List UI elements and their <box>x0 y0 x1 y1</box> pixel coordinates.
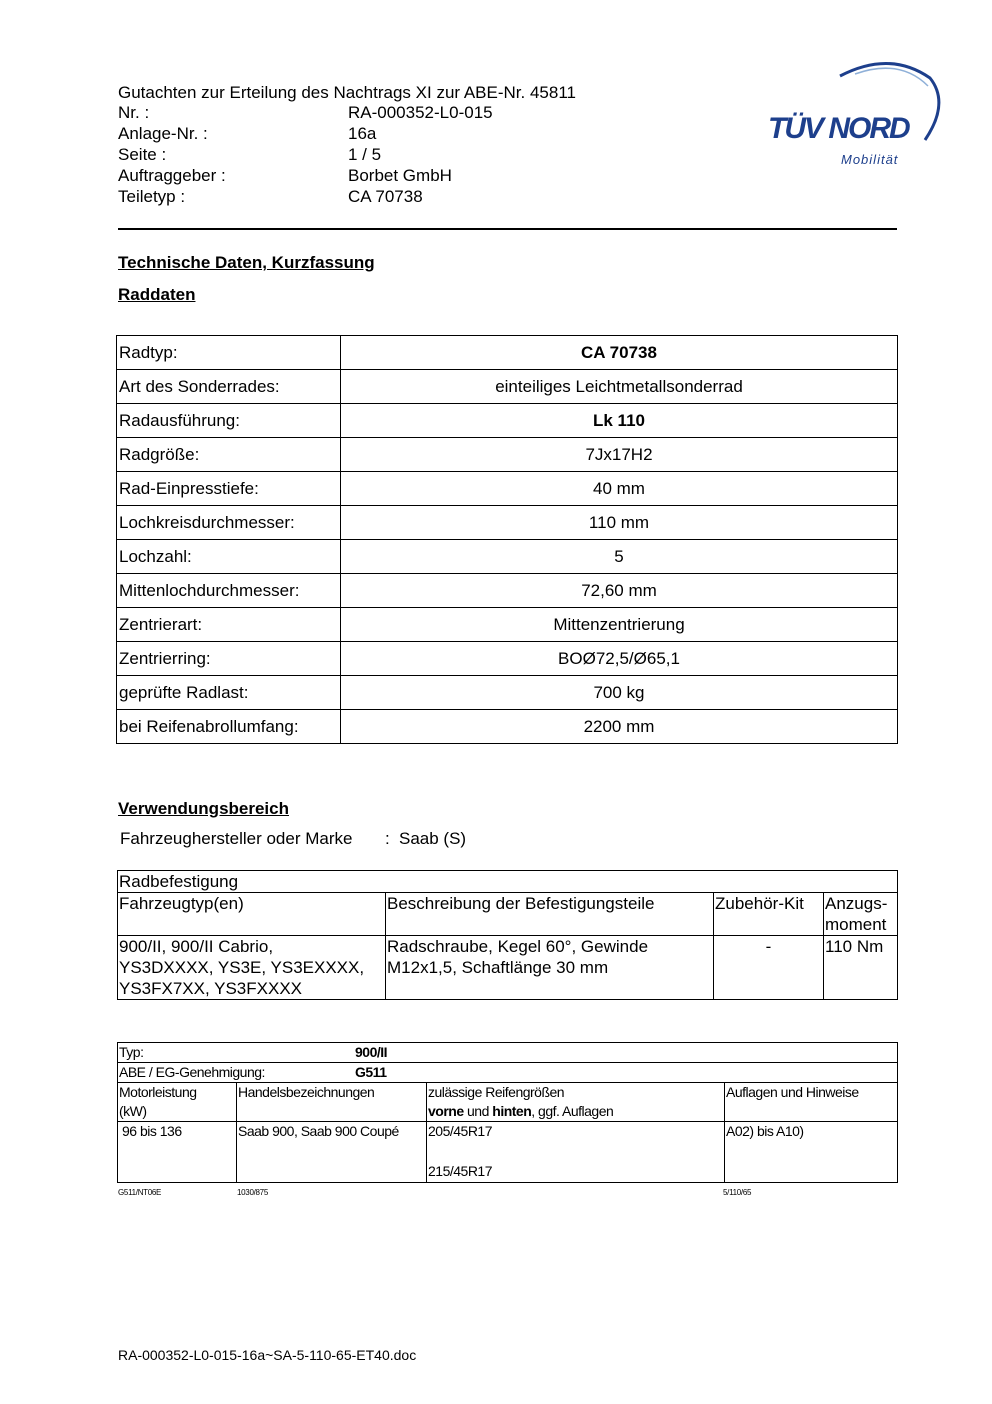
header-key: Auftraggeber : <box>118 166 226 185</box>
table-caption: Radbefestigung <box>118 871 898 893</box>
cell-reifen <box>427 1122 725 1183</box>
table-row <box>117 676 898 710</box>
table-header-row <box>118 893 898 936</box>
table-row <box>118 936 898 1000</box>
cell-auflagen: A02) bis A10) <box>725 1122 898 1183</box>
row-label: Lochkreisdurchmesser: <box>117 506 341 540</box>
table-row <box>118 1043 898 1063</box>
row-value: BOØ72,5/Ø65,1 <box>341 642 898 676</box>
table-row <box>117 370 898 404</box>
logo-subtitle: Mobilität <box>841 152 899 167</box>
row-value: 5 <box>341 540 898 574</box>
table-row <box>117 642 898 676</box>
table-footnote: G511/NT06E <box>118 1188 162 1197</box>
types-line: YS3FX7XX, YS3FXXXX <box>119 979 302 998</box>
und-label: und <box>463 1103 493 1119</box>
row-label: Radtyp: <box>117 336 341 370</box>
row-value: CA 70738 <box>341 336 898 370</box>
table-row <box>117 608 898 642</box>
tire-size: 205/45R17 <box>428 1123 493 1139</box>
cell-types <box>118 936 386 1000</box>
header-key: Anlage-Nr. : <box>118 124 208 143</box>
table-row <box>117 336 898 370</box>
manufacturer-label: Fahrzeughersteller oder Marke <box>120 829 353 848</box>
header-value: Borbet GmbH <box>348 166 452 185</box>
header-divider <box>118 228 897 230</box>
table-row <box>117 710 898 744</box>
row-value: Lk 110 <box>341 404 898 438</box>
header-reifen-line <box>428 1102 723 1121</box>
row-label: Mittenlochdurchmesser: <box>117 574 341 608</box>
cell-description <box>386 936 714 1000</box>
raddaten-table <box>116 335 898 744</box>
table-row <box>117 438 898 472</box>
header-moment-line: moment <box>825 915 887 934</box>
table-header-row <box>118 1083 898 1122</box>
table-row <box>118 1122 898 1183</box>
table-footnote: 5/110/65 <box>723 1188 752 1197</box>
header-reifen <box>427 1083 725 1122</box>
table-row <box>118 1063 898 1083</box>
row-label: geprüfte Radlast: <box>117 676 341 710</box>
header-motor-line: Motorleistung <box>119 1084 197 1100</box>
header-zubehoer: Zubehör-Kit <box>714 893 824 936</box>
row-label: Lochzahl: <box>117 540 341 574</box>
row-value: 40 mm <box>341 472 898 506</box>
footer-filename: RA-000352-L0-015-16a~SA-5-110-65-ET40.doc <box>118 1347 417 1363</box>
row-value: 2200 mm <box>341 710 898 744</box>
table-row <box>117 540 898 574</box>
table-row <box>118 871 898 893</box>
row-value: 72,60 mm <box>341 574 898 608</box>
header-anzugsmoment <box>824 893 898 936</box>
section-subtitle-raddaten: Raddaten <box>118 285 196 304</box>
header-beschreibung: Beschreibung der Befestigungsteile <box>386 893 714 936</box>
description-line: M12x1,5, Schaftlänge 30 mm <box>387 958 609 977</box>
cell-motor: 96 bis 136 <box>118 1122 237 1183</box>
row-label: Radgröße: <box>117 438 341 472</box>
row-label: Zentrierart: <box>117 608 341 642</box>
section-title-verwendung: Verwendungsbereich <box>118 799 289 818</box>
header-key: Seite : <box>118 145 167 164</box>
header-value: CA 70738 <box>348 187 423 206</box>
header-key: Teiletyp : <box>118 187 186 206</box>
abe-row <box>118 1063 898 1083</box>
table-row <box>117 574 898 608</box>
row-label: Radausführung: <box>117 404 341 438</box>
table-row <box>117 506 898 540</box>
typ-row <box>118 1043 898 1063</box>
cell-moment: 110 Nm <box>824 936 898 1000</box>
manufacturer-value: Saab (S) <box>399 829 467 848</box>
abe-label: ABE / EG-Genehmigung: <box>119 1064 265 1080</box>
abe-value: G511 <box>355 1064 387 1080</box>
typ-value: 900/II <box>355 1044 388 1060</box>
cell-kit: - <box>714 936 824 1000</box>
row-value: Mittenzentrierung <box>341 608 898 642</box>
types-line: YS3DXXXX, YS3E, YS3EXXXX, <box>119 958 365 977</box>
table-row <box>117 472 898 506</box>
row-value: 110 mm <box>341 506 898 540</box>
header-fahrzeugtyp: Fahrzeugtyp(en) <box>118 893 386 936</box>
tuev-nord-logo: TÜV NORD <box>768 112 909 145</box>
row-value: 700 kg <box>341 676 898 710</box>
table-row <box>117 404 898 438</box>
section-title-technical: Technische Daten, Kurzfassung <box>118 253 375 272</box>
description-line: Radschraube, Kegel 60°, Gewinde <box>387 937 649 956</box>
manufacturer-line <box>120 829 467 849</box>
tire-size: 215/45R17 <box>428 1163 493 1179</box>
row-label: bei Reifenabrollumfang: <box>117 710 341 744</box>
header-handel: Handelsbezeichnungen <box>237 1083 427 1122</box>
header-motor-line: (kW) <box>119 1103 147 1119</box>
row-label: Zentrierring: <box>117 642 341 676</box>
row-label: Art des Sonderrades: <box>117 370 341 404</box>
hinten-label: hinten <box>492 1103 532 1119</box>
auflagen-suffix: , ggf. Auflagen <box>531 1103 614 1119</box>
header-value: 1 / 5 <box>348 145 382 164</box>
document-title: Gutachten zur Erteilung des Nachtrags XI zur ABE-Nr. 45811 <box>118 83 576 102</box>
header-moment-line: Anzugs- <box>825 894 888 913</box>
header-auflagen: Auflagen und Hinweise <box>725 1083 898 1122</box>
header-value: 16a <box>348 124 377 143</box>
header-motor <box>118 1083 237 1122</box>
typ-label: Typ: <box>119 1044 144 1060</box>
befestigung-table <box>117 870 898 1000</box>
manufacturer-separator: : <box>385 829 390 848</box>
table-footnote: 1030/875 <box>237 1188 268 1197</box>
header-value: RA-000352-L0-015 <box>348 103 493 122</box>
header-reifen-line: zulässige Reifengrößen <box>428 1084 565 1100</box>
row-value: einteiliges Leichtmetallsonderrad <box>341 370 898 404</box>
row-label: Rad-Einpresstiefe: <box>117 472 341 506</box>
row-value: 7Jx17H2 <box>341 438 898 472</box>
vorne-label: vorne <box>428 1103 464 1119</box>
cell-handel: Saab 900, Saab 900 Coupé <box>237 1122 427 1183</box>
header-key: Nr. : <box>118 103 150 122</box>
types-line: 900/II, 900/II Cabrio, <box>119 937 274 956</box>
typ-table <box>117 1042 898 1183</box>
